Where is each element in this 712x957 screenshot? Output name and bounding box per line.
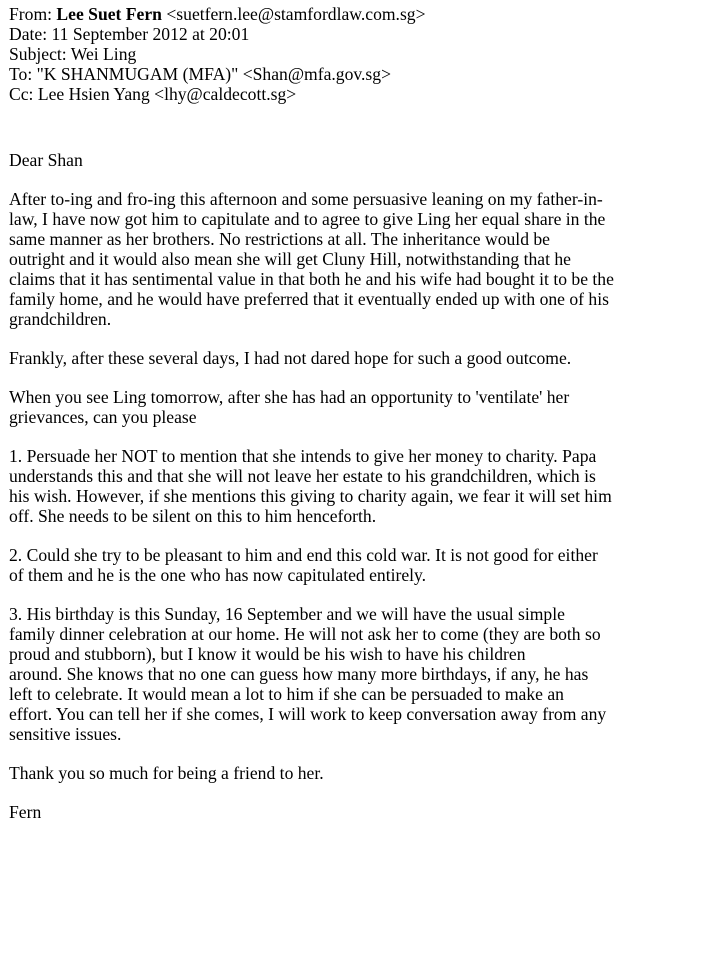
text-line: Thank you so much for being a friend to her. [9, 763, 324, 783]
text-line: family home, and he would have preferred that it eventually ended up with one of his [9, 289, 609, 309]
date-label: Date: [9, 24, 48, 44]
text-line: family dinner celebration at our home. He will not ask her to come (they are both so [9, 624, 601, 644]
to-label: To: [9, 64, 33, 84]
text-line: claims that it has sentimental value in that both he and his wife had bought it to be the [9, 269, 614, 289]
subject-label: Subject: [9, 44, 67, 64]
text-line: 3. His birthday is this Sunday, 16 September and we will have the usual simple [9, 604, 565, 624]
paragraph-point-3 [9, 604, 708, 744]
paragraph-thanks [9, 763, 708, 783]
text-line: off. She needs to be silent on this to him henceforth. [9, 506, 377, 526]
text-line: Frankly, after these several days, I had not dared hope for such a good outcome. [9, 348, 572, 368]
date-value: 11 September 2012 at 20:01 [51, 24, 250, 44]
text-line: 1. Persuade her NOT to mention that she intends to give her money to charity. Papa [9, 446, 597, 466]
cc-label: Cc: [9, 84, 34, 104]
salutation: Dear Shan [9, 150, 83, 170]
date-line [9, 24, 708, 44]
text-line: understands this and that she will not leave her estate to his grandchildren, which is [9, 466, 596, 486]
text-line: grandchildren. [9, 309, 112, 329]
sender-name: Lee Suet Fern [56, 4, 162, 24]
signoff: Fern [9, 802, 42, 822]
text-line: of them and he is the one who has now capitulated entirely. [9, 565, 427, 585]
cc-line [9, 84, 708, 104]
text-line: 2. Could she try to be pleasant to him and end this cold war. It is not good for either [9, 545, 598, 565]
paragraph-point-1 [9, 446, 708, 526]
text-line: proud and stubborn), but I know it would be his wish to have his children [9, 644, 526, 664]
to-line [9, 64, 708, 84]
text-line: grievances, can you please [9, 407, 197, 427]
to-value: "K SHANMUGAM (MFA)" <Shan@mfa.gov.sg> [36, 64, 392, 84]
text-line: same manner as her brothers. No restrictions at all. The inheritance would be [9, 229, 550, 249]
email-header [9, 4, 708, 104]
sender-email: <suetfern.lee@stamfordlaw.com.sg> [166, 4, 426, 24]
text-line: effort. You can tell her if she comes, I will work to keep conversation away from any [9, 704, 607, 724]
cc-value: Lee Hsien Yang <lhy@caldecott.sg> [37, 84, 297, 104]
text-line: his wish. However, if she mentions this giving to charity again, we fear it will set him [9, 486, 612, 506]
text-line: around. She knows that no one can guess how many more birthdays, if any, he has [9, 664, 589, 684]
from-line [9, 4, 708, 24]
subject-line [9, 44, 708, 64]
paragraph-outcome [9, 348, 708, 368]
from-label: From: [9, 4, 53, 24]
text-line: outright and it would also mean she will get Cluny Hill, notwithstanding that he [9, 249, 571, 269]
text-line: After to-ing and fro-ing this afternoon and some persuasive leaning on my father-in- [9, 189, 603, 209]
text-line: When you see Ling tomorrow, after she has had an opportunity to 'ventilate' her [9, 387, 570, 407]
paragraph-inheritance [9, 189, 708, 329]
subject-value: Wei Ling [70, 44, 137, 64]
text-line: law, I have now got him to capitulate and to agree to give Ling her equal share in the [9, 209, 606, 229]
text-line: left to celebrate. It would mean a lot to him if she can be persuaded to make an [9, 684, 564, 704]
paragraph-point-2 [9, 545, 708, 585]
paragraph-request [9, 387, 708, 427]
text-line: sensitive issues. [9, 724, 122, 744]
